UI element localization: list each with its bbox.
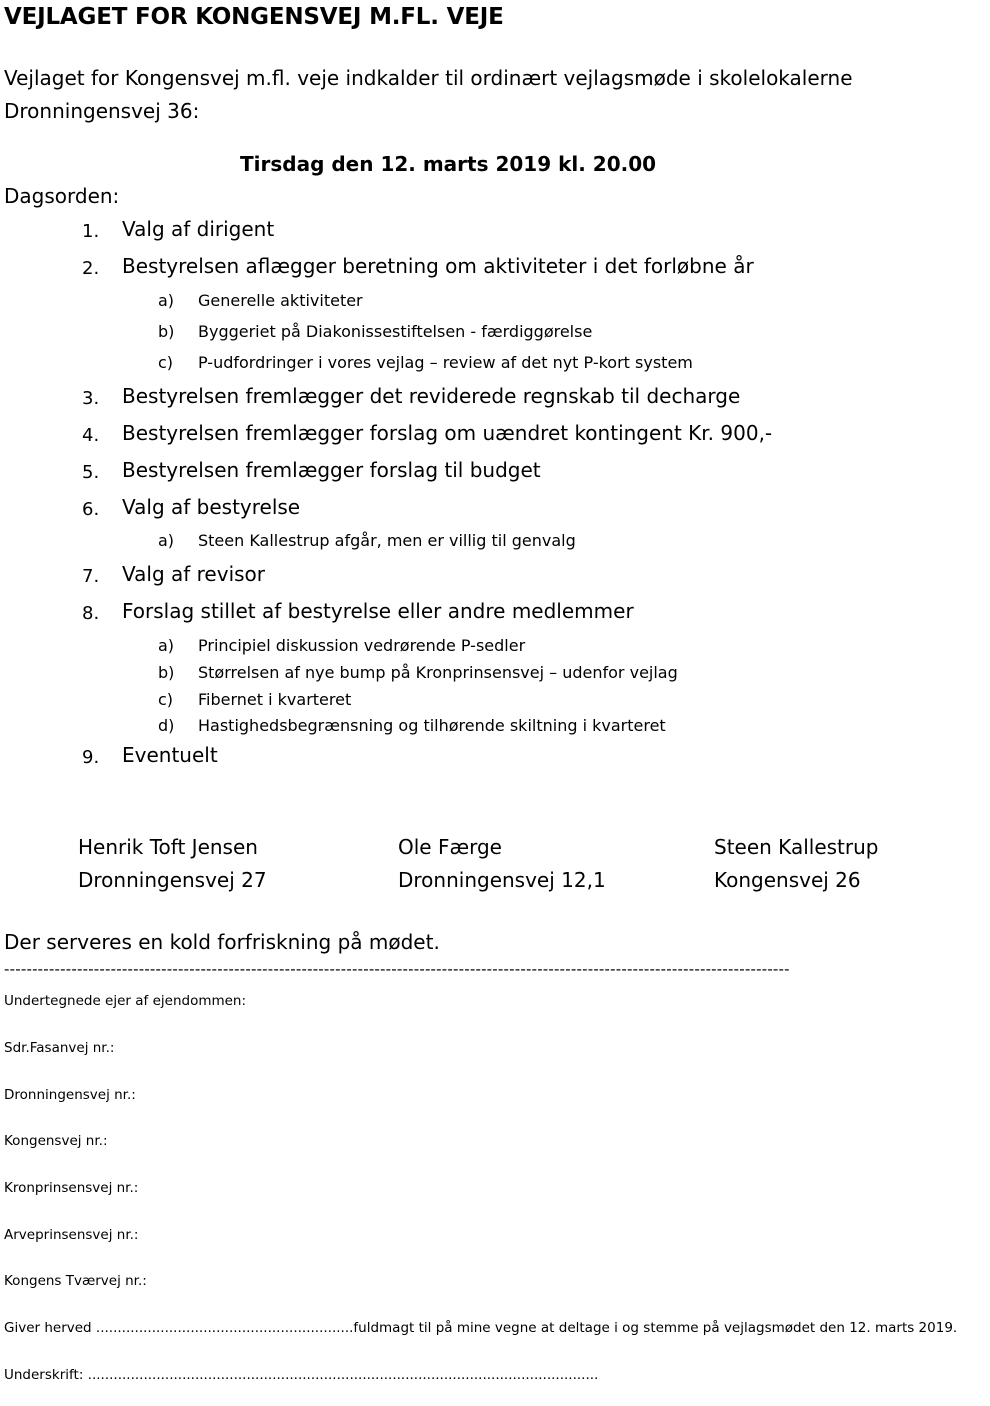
signatory-address: Kongensvej 26 (714, 868, 861, 892)
intro-line-2: Dronningensvej 36: (4, 99, 200, 123)
subitem-text: Steen Kallestrup afgår, men er villig til genvalg (198, 531, 576, 550)
signatory-name: Ole Færge (398, 835, 502, 859)
signatory-name: Steen Kallestrup (714, 835, 879, 859)
refreshments-note: Der serveres en kold forfriskning på mødet. (4, 930, 440, 954)
proxy-prefix: Giver herved (4, 1320, 92, 1336)
agenda-item-text: Bestyrelsen fremlægger det reviderede regnskab til decharge (122, 384, 741, 408)
subitem-text: Fibernet i kvarteret (198, 690, 352, 709)
subitem-text: Byggeriet på Diakonissestiftelsen - færdiggørelse (198, 322, 593, 341)
proxy-suffix: fuldmagt til på mine vegne at deltage i og stemme på vejlagsmødet den 12. marts 2019. (353, 1320, 958, 1336)
agenda-item-number: 9. (82, 747, 100, 768)
subitem-letter: a) (158, 531, 175, 550)
signature-label: Underskrift: (4, 1367, 84, 1383)
intro-line-1: Vejlaget for Kongensvej m.fl. veje indkalder til ordinært vejlagsmøde i skolelokalerne (4, 66, 853, 90)
subitem-text: Hastighedsbegrænsning og tilhørende skiltning i kvarteret (198, 716, 666, 735)
subitem-text: Størrelsen af nye bump på Kronprinsensvej – udenfor vejlag (198, 663, 678, 682)
subitem-letter: c) (158, 690, 174, 709)
street-field-label: Kronprinsensvej nr.: (4, 1180, 139, 1196)
agenda-item-text: Forslag stillet af bestyrelse eller andre medlemmer (122, 599, 634, 623)
signature-line (4, 1367, 598, 1383)
subitem-letter: c) (158, 353, 174, 372)
subitem-text: P-udfordringer i vores vejlag – review af det nyt P-kort system (198, 353, 693, 372)
agenda-item-number: 2. (82, 258, 100, 279)
subitem-letter: a) (158, 636, 175, 655)
agenda-item-number: 7. (82, 566, 100, 587)
street-field-label: Dronningensvej nr.: (4, 1087, 136, 1103)
cut-line-separator: -------------------------------------------------------------------------------------------------------------------------------------------- (4, 960, 790, 978)
agenda-item-number: 1. (82, 221, 100, 242)
signatory-name: Henrik Toft Jensen (78, 835, 258, 859)
document-title: VEJLAGET FOR KONGENSVEJ M.FL. VEJE (4, 4, 504, 30)
agenda-item-text: Bestyrelsen aflægger beretning om aktiviteter i det forløbne år (122, 254, 754, 278)
subitem-letter: b) (158, 322, 175, 341)
agenda-item-text: Eventuelt (122, 743, 218, 767)
agenda-item-number: 3. (82, 388, 100, 409)
agenda-item-number: 4. (82, 425, 100, 446)
agenda-item-text: Valg af dirigent (122, 217, 275, 241)
street-field-label: Sdr.Fasanvej nr.: (4, 1040, 115, 1056)
agenda-item-number: 5. (82, 462, 100, 483)
agenda-item-text: Valg af revisor (122, 562, 266, 586)
street-field-label: Arveprinsensvej nr.: (4, 1227, 139, 1243)
agenda-item-text: Bestyrelsen fremlægger forslag om uændret kontingent Kr. 900,- (122, 421, 773, 445)
subitem-letter: d) (158, 716, 175, 735)
agenda-label: Dagsorden: (4, 184, 120, 208)
proxy-name-blank: ............................................................ (95, 1320, 354, 1336)
agenda-item-number: 6. (82, 499, 100, 520)
subitem-letter: a) (158, 291, 175, 310)
signature-blank: ....................................................................................................................... (87, 1367, 599, 1383)
subitem-text: Principiel diskussion vedrørende P-sedler (198, 636, 526, 655)
meeting-date: Tirsdag den 12. marts 2019 kl. 20.00 (240, 152, 657, 176)
subitem-text: Generelle aktiviteter (198, 291, 363, 310)
agenda-item-number: 8. (82, 603, 100, 624)
street-field-label: Kongens Tværvej nr.: (4, 1273, 147, 1289)
signatory-address: Dronningensvej 12,1 (398, 868, 606, 892)
street-field-label: Kongensvej nr.: (4, 1133, 108, 1149)
signatory-address: Dronningensvej 27 (78, 868, 267, 892)
subitem-letter: b) (158, 663, 175, 682)
owner-label: Undertegnede ejer af ejendommen: (4, 993, 247, 1009)
proxy-statement (4, 1320, 957, 1336)
agenda-item-text: Bestyrelsen fremlægger forslag til budget (122, 458, 541, 482)
agenda-item-text: Valg af bestyrelse (122, 495, 301, 519)
